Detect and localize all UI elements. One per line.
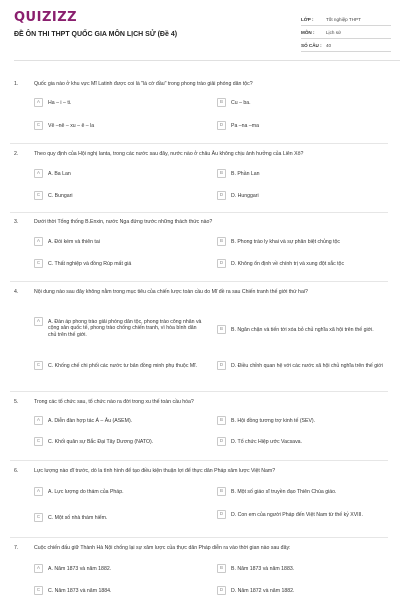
- question-divider: [10, 212, 388, 213]
- option-a[interactable]: [34, 564, 206, 573]
- option-b[interactable]: [217, 416, 387, 425]
- option-letter-box: C: [34, 191, 43, 200]
- option-letter-box: C: [34, 121, 43, 130]
- question-7: [10, 545, 390, 600]
- header-divider: [14, 60, 400, 61]
- question-number: 1.: [14, 81, 19, 87]
- option-b[interactable]: [217, 325, 387, 334]
- question-number: 3.: [14, 219, 19, 225]
- option-text: B. Hội đồng tương trợ kinh tế (SEV).: [231, 417, 316, 424]
- option-letter-box: D: [217, 586, 226, 595]
- meta-value: Lịch sử: [326, 29, 342, 35]
- option-text: C. Năm 1873 và năm 1884.: [48, 587, 112, 594]
- question-6: [10, 468, 390, 534]
- option-c[interactable]: [34, 259, 194, 268]
- question-text: Trong các tổ chức sau, tổ chức nào ra đời trong xu thế toàn cầu hóa?: [34, 399, 194, 405]
- option-letter-box: A: [34, 416, 43, 425]
- option-text: Pa –na –ma: [231, 122, 259, 129]
- question-number: 2.: [14, 151, 19, 157]
- option-letter-box: B: [217, 325, 226, 334]
- option-text: D. Hunggari: [231, 192, 259, 199]
- option-text: A. Ba Lan: [48, 170, 71, 177]
- option-c[interactable]: [34, 513, 206, 522]
- option-a[interactable]: [34, 98, 194, 107]
- option-c[interactable]: [34, 121, 194, 130]
- option-text: D. Con em của người Pháp đến Việt Nam từ thế kỷ XVIII.: [231, 511, 363, 518]
- page-title: ĐỀ ÔN THI THPT QUỐC GIA MÔN LỊCH SỬ (Đề 4): [14, 31, 178, 38]
- option-letter-box: B: [217, 98, 226, 107]
- option-letter-box: A: [34, 317, 43, 326]
- option-letter-box: C: [34, 437, 43, 446]
- option-text: C. Thất nghiệp và đồng Rúp mất giá: [48, 260, 132, 267]
- option-letter-box: B: [217, 237, 226, 246]
- question-number: 6.: [14, 468, 19, 474]
- question-text: Nội dung nào sau đây không nằm trong mục tiêu của chiến lược toàn cầu do Mĩ đề ra sau Chiến tranh thế giới thứ hai?: [34, 289, 308, 295]
- option-letter-box: C: [34, 259, 43, 268]
- option-text: A. Diễn đàn hợp tác Á – Âu (ASEM).: [48, 417, 133, 424]
- option-b[interactable]: [217, 169, 382, 178]
- option-c[interactable]: [34, 586, 206, 595]
- option-letter-box: C: [34, 513, 43, 522]
- question-number: 5.: [14, 399, 19, 405]
- option-letter-box: D: [217, 191, 226, 200]
- option-letter-box: A: [34, 98, 43, 107]
- question-text: Cuộc chiến đấu giữ Thành Hà Nội chống lại sự xâm lược của thực dân Pháp diễn ra vào thời gian nào sau đây:: [34, 545, 291, 551]
- question-3: [10, 219, 390, 279]
- option-letter-box: D: [217, 121, 226, 130]
- option-text: B. Năm 1873 và năm 1883.: [231, 565, 295, 572]
- option-d[interactable]: [217, 121, 382, 130]
- option-text: C. Bungari: [48, 192, 73, 199]
- option-letter-box: A: [34, 237, 43, 246]
- question-divider: [10, 143, 388, 144]
- option-text: B. Phong trào ly khai và sự phân biệt chủng tộc: [231, 238, 341, 245]
- question-divider: [10, 281, 388, 282]
- option-text: A. Đói kém và thiên tai: [48, 238, 100, 245]
- option-text: B. Phần Lan: [231, 170, 260, 177]
- option-text: A. Năm 1873 và năm 1882.: [48, 565, 112, 572]
- option-b[interactable]: [217, 98, 382, 107]
- option-d[interactable]: [217, 259, 387, 268]
- option-letter-box: B: [217, 564, 226, 573]
- quizizz-logo: QUIZIZZ: [14, 10, 78, 25]
- question-number: 4.: [14, 289, 19, 295]
- question-text: Theo quy định của Hội nghị Ianta, trong các nước sau đây, nước nào ở châu Âu không chịu ảnh hưởng của Liên Xô?: [34, 151, 304, 157]
- option-a[interactable]: [34, 416, 206, 425]
- meta-key: SỐ CÂU :: [301, 42, 322, 48]
- option-a[interactable]: [34, 169, 194, 178]
- option-c[interactable]: [34, 191, 194, 200]
- option-a[interactable]: [34, 237, 194, 246]
- option-letter-box: A: [34, 564, 43, 573]
- option-d[interactable]: [217, 586, 387, 595]
- option-letter-box: A: [34, 487, 43, 496]
- meta-value: Tốt nghiệp THPT: [326, 16, 361, 22]
- question-divider: [10, 537, 388, 538]
- option-text: C. Khối quân sự Bắc Đại Tây Dương (NATO).: [48, 438, 154, 445]
- option-text: B. Ngăn chặn và tiến tới xóa bỏ chủ nghĩa xã hội trên thế giới.: [231, 326, 374, 333]
- option-text: C. Một số nhà thám hiểm.: [48, 514, 108, 521]
- question-number: 7.: [14, 545, 19, 551]
- option-text: Cu – ba.: [231, 99, 251, 106]
- option-text: Vê –nê – xu – ê – la: [48, 122, 95, 129]
- question-text: Lực lượng nào dĩ trước, dò la tình hình để tạo điều kiện thuận lợi để thực dân Pháp xâm lược Việt Nam?: [34, 468, 276, 474]
- option-b[interactable]: [217, 237, 387, 246]
- option-text: A. Lực lượng do thám của Pháp.: [48, 488, 124, 495]
- option-text: C. Khống chế chi phối các nước tư bản đồng minh phụ thuộc Mĩ.: [48, 362, 198, 369]
- option-letter-box: C: [34, 586, 43, 595]
- option-letter-box: B: [217, 416, 226, 425]
- option-d[interactable]: [217, 437, 387, 446]
- option-a[interactable]: [34, 487, 206, 496]
- question-text: Dưới thời Tổng thống B.Enxin, nước Nga đứng trước những thách thức nào?: [34, 219, 213, 225]
- option-letter-box: B: [217, 169, 226, 178]
- option-text: D. Không ổn định về chính trị và xung đột sắc tộc: [231, 260, 345, 267]
- option-d[interactable]: [217, 510, 387, 519]
- meta-row-class: [301, 13, 391, 26]
- option-c[interactable]: [34, 361, 206, 370]
- question-4: [10, 289, 390, 389]
- option-b[interactable]: [217, 487, 387, 496]
- question-divider: [10, 460, 388, 461]
- option-letter-box: A: [34, 169, 43, 178]
- question-1: [10, 81, 390, 141]
- option-letter-box: D: [217, 510, 226, 519]
- meta-row-count: [301, 39, 391, 52]
- option-letter-box: B: [217, 487, 226, 496]
- question-text: Quốc gia nào ở khu vực Mĩ Latinh được coi là "lá cờ đầu" trong phong trào giải phóng dân tộc?: [34, 81, 253, 87]
- option-a[interactable]: [34, 317, 206, 338]
- meta-value: 40: [326, 42, 332, 48]
- option-text: Ha – i – ti.: [48, 99, 72, 106]
- option-d[interactable]: [217, 361, 387, 370]
- option-d[interactable]: [217, 191, 382, 200]
- question-2: [10, 151, 390, 211]
- meta-panel: [301, 13, 391, 52]
- option-c[interactable]: [34, 437, 206, 446]
- meta-key: MÔN :: [301, 29, 315, 35]
- option-b[interactable]: [217, 564, 387, 573]
- worksheet-header: [14, 10, 386, 62]
- option-letter-box: C: [34, 361, 43, 370]
- option-text: D. Điều chỉnh quan hệ với các nước xã hội chủ nghĩa trên thế giới: [231, 362, 383, 369]
- option-letter-box: D: [217, 437, 226, 446]
- option-text: D. Tổ chức Hiệp ước Vacsava.: [231, 438, 302, 445]
- option-letter-box: D: [217, 259, 226, 268]
- question-5: [10, 399, 390, 459]
- option-text: D. Năm 1872 và năm 1882.: [231, 587, 295, 594]
- option-text: B. Một số giáo sĩ truyền đạo Thiên Chúa giáo.: [231, 488, 337, 495]
- option-letter-box: D: [217, 361, 226, 370]
- meta-row-subject: [301, 26, 391, 39]
- question-divider: [10, 391, 388, 392]
- meta-key: LỚP :: [301, 16, 314, 22]
- option-text: A. Đàn áp phong trào giải phóng dân tộc, phong trào công nhân và cộng sản quốc tế, phong trào chống chiến tranh, vì hòa bình dân chủ trên thế giới.: [48, 318, 202, 338]
